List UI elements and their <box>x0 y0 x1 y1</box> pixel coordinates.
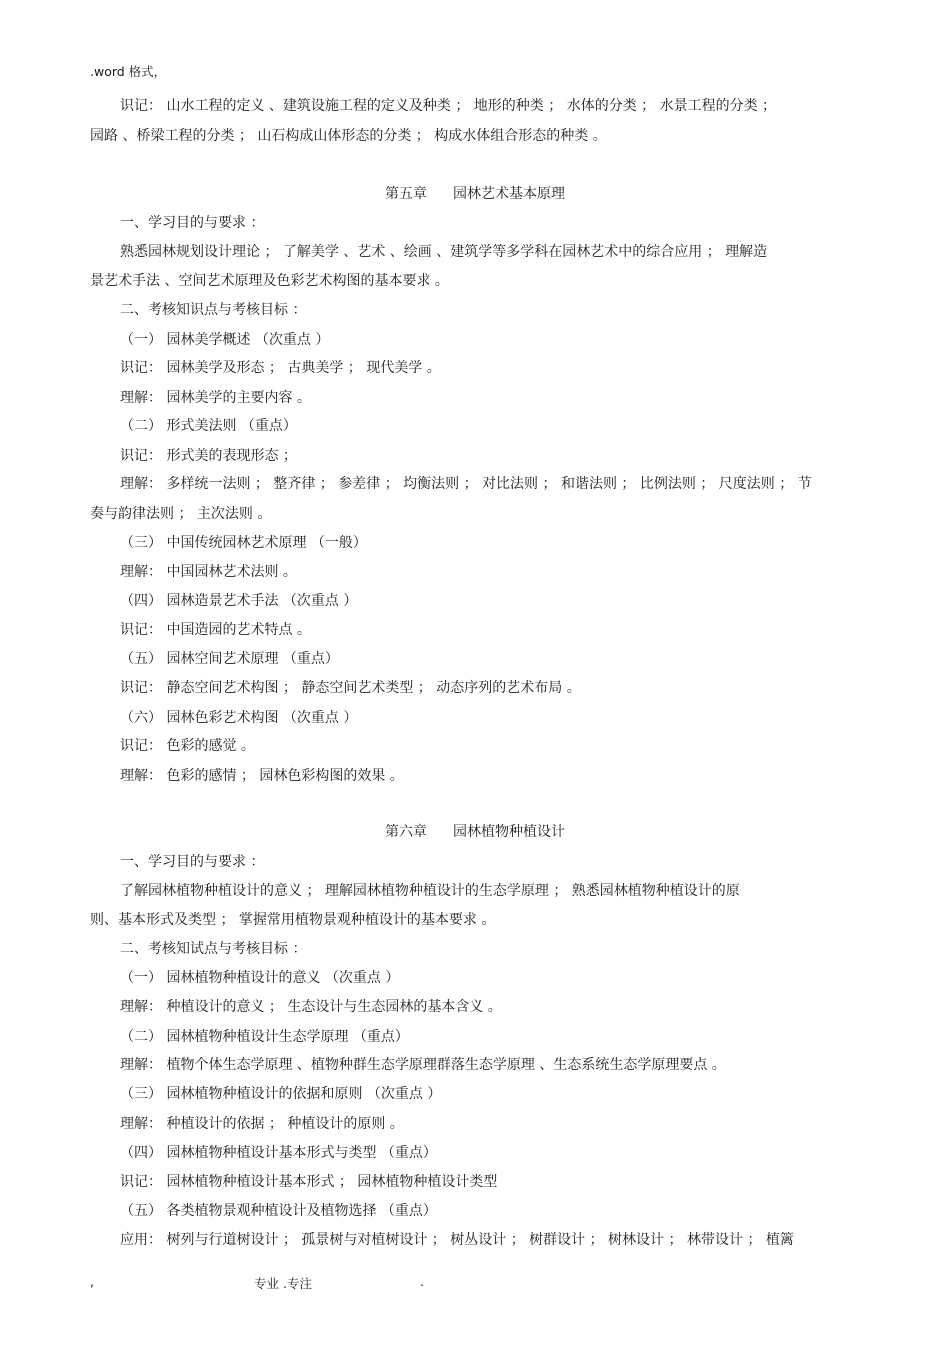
subsection-heading: （三） 中国传统园林艺术原理 （一般） <box>120 535 367 551</box>
chapter-name: 园林植物种植设计 <box>453 824 565 840</box>
section-heading: 二、考核知识点与考核目标 ： <box>120 302 307 318</box>
subsection-heading: （四） 园林造景艺术手法 （次重点 ） <box>120 593 358 609</box>
chapter-number: 第五章 <box>385 186 427 202</box>
chapter-name: 园林艺术基本原理 <box>453 186 565 202</box>
section-heading: 一、学习目的与要求 ： <box>120 854 265 870</box>
footer-left-mark: , <box>90 1274 94 1289</box>
chapter-title <box>0 822 950 842</box>
paragraph-line: 识记： 山水工程的定义 、建筑设施工程的定义及种类 ； 地形的种类 ； 水体的分类 ； 水景工程的分类 ； <box>120 98 777 114</box>
paragraph-line: 园路 、桥梁工程的分类 ； 山石构成山体形态的分类 ； 构成水体组合形态的种类 。 <box>90 128 607 144</box>
subsection-heading: （六） 园林色彩艺术构图 （次重点 ） <box>120 710 358 726</box>
paragraph-line: 识记： 中国造园的艺术特点 。 <box>120 622 311 638</box>
paragraph-line: 理解： 种植设计的依据 ； 种植设计的原则 。 <box>120 1116 404 1132</box>
paragraph-line: 识记： 形式美的表现形态 ； <box>120 448 297 464</box>
paragraph-line: 理解： 中国园林艺术法则 。 <box>120 564 297 580</box>
paragraph-line: 识记： 静态空间艺术构图 ； 静态空间艺术类型 ； 动态序列的艺术布局 。 <box>120 680 581 696</box>
section-heading: 二、考核知试点与考核目标 ： <box>120 941 307 957</box>
paragraph-line: 识记： 园林植物种植设计基本形式 ； 园林植物种植设计类型 <box>120 1174 498 1190</box>
subsection-heading: （一） 园林植物种植设计的意义 （次重点 ） <box>120 970 400 986</box>
paragraph-line: 理解： 植物个体生态学原理 、植物种群生态学原理群落生态学原理 、生态系统生态学原理要点 。 <box>120 1057 726 1073</box>
subsection-heading: （四） 园林植物种植设计基本形式与类型 （重点） <box>120 1145 437 1161</box>
paragraph-line: 理解： 园林美学的主要内容 。 <box>120 390 311 406</box>
section-heading: 一、学习目的与要求 ： <box>120 215 265 231</box>
page-header: .word 格式， <box>90 64 167 79</box>
footer-right-mark: . <box>420 1274 424 1289</box>
subsection-heading: （五） 园林空间艺术原理 （重点） <box>120 651 339 667</box>
paragraph-line: 熟悉园林规划设计理论 ； 了解美学 、艺术 、绘画 、建筑学等多学科在园林艺术中的综合应用 ； 理解造 <box>120 244 768 260</box>
subsection-heading: （五） 各类植物景观种植设计及植物选择 （重点） <box>120 1203 437 1219</box>
paragraph-line: 奏与韵律法则 ； 主次法则 。 <box>90 506 272 522</box>
paragraph-line: 了解园林植物种植设计的意义 ； 理解园林植物种植设计的生态学原理 ； 熟悉园林植物种植设计的原 <box>120 883 740 899</box>
footer-center-text: 专业 .专注 <box>254 1276 312 1291</box>
paragraph-line: 景艺术手法 、空间艺术原理及色彩艺术构图的基本要求 。 <box>90 273 449 289</box>
subsection-heading: （二） 园林植物种植设计生态学原理 （重点） <box>120 1029 409 1045</box>
paragraph-line: 识记： 色彩的感觉 。 <box>120 738 255 754</box>
subsection-heading: （一） 园林美学概述 （次重点 ） <box>120 332 330 348</box>
paragraph-line: 应用： 树列与行道树设计 ； 孤景树与对植树设计 ； 树丛设计 ； 树群设计 ； 树林设计 ； 林带设计 ； 植篱 <box>120 1232 794 1248</box>
paragraph-line: 识记： 园林美学及形态 ； 古典美学 ； 现代美学 。 <box>120 360 441 376</box>
subsection-heading: （二） 形式美法则 （重点） <box>120 418 297 434</box>
paragraph-line: 理解： 色彩的感情 ； 园林色彩构图的效果 。 <box>120 768 404 784</box>
chapter-title <box>0 184 950 204</box>
paragraph-line: 则、基本形式及类型 ； 掌握常用植物景观种植设计的基本要求 。 <box>90 912 496 928</box>
chapter-number: 第六章 <box>385 824 427 840</box>
paragraph-line: 理解： 多样统一法则 ； 整齐律 ； 参差律 ； 均衡法则 ； 对比法则 ； 和谐法则 ； 比例法则 ； 尺度法则 ； 节 <box>120 476 812 492</box>
subsection-heading: （三） 园林植物种植设计的依据和原则 （次重点 ） <box>120 1086 442 1102</box>
paragraph-line: 理解： 种植设计的意义 ； 生态设计与生态园林的基本含义 。 <box>120 999 502 1015</box>
